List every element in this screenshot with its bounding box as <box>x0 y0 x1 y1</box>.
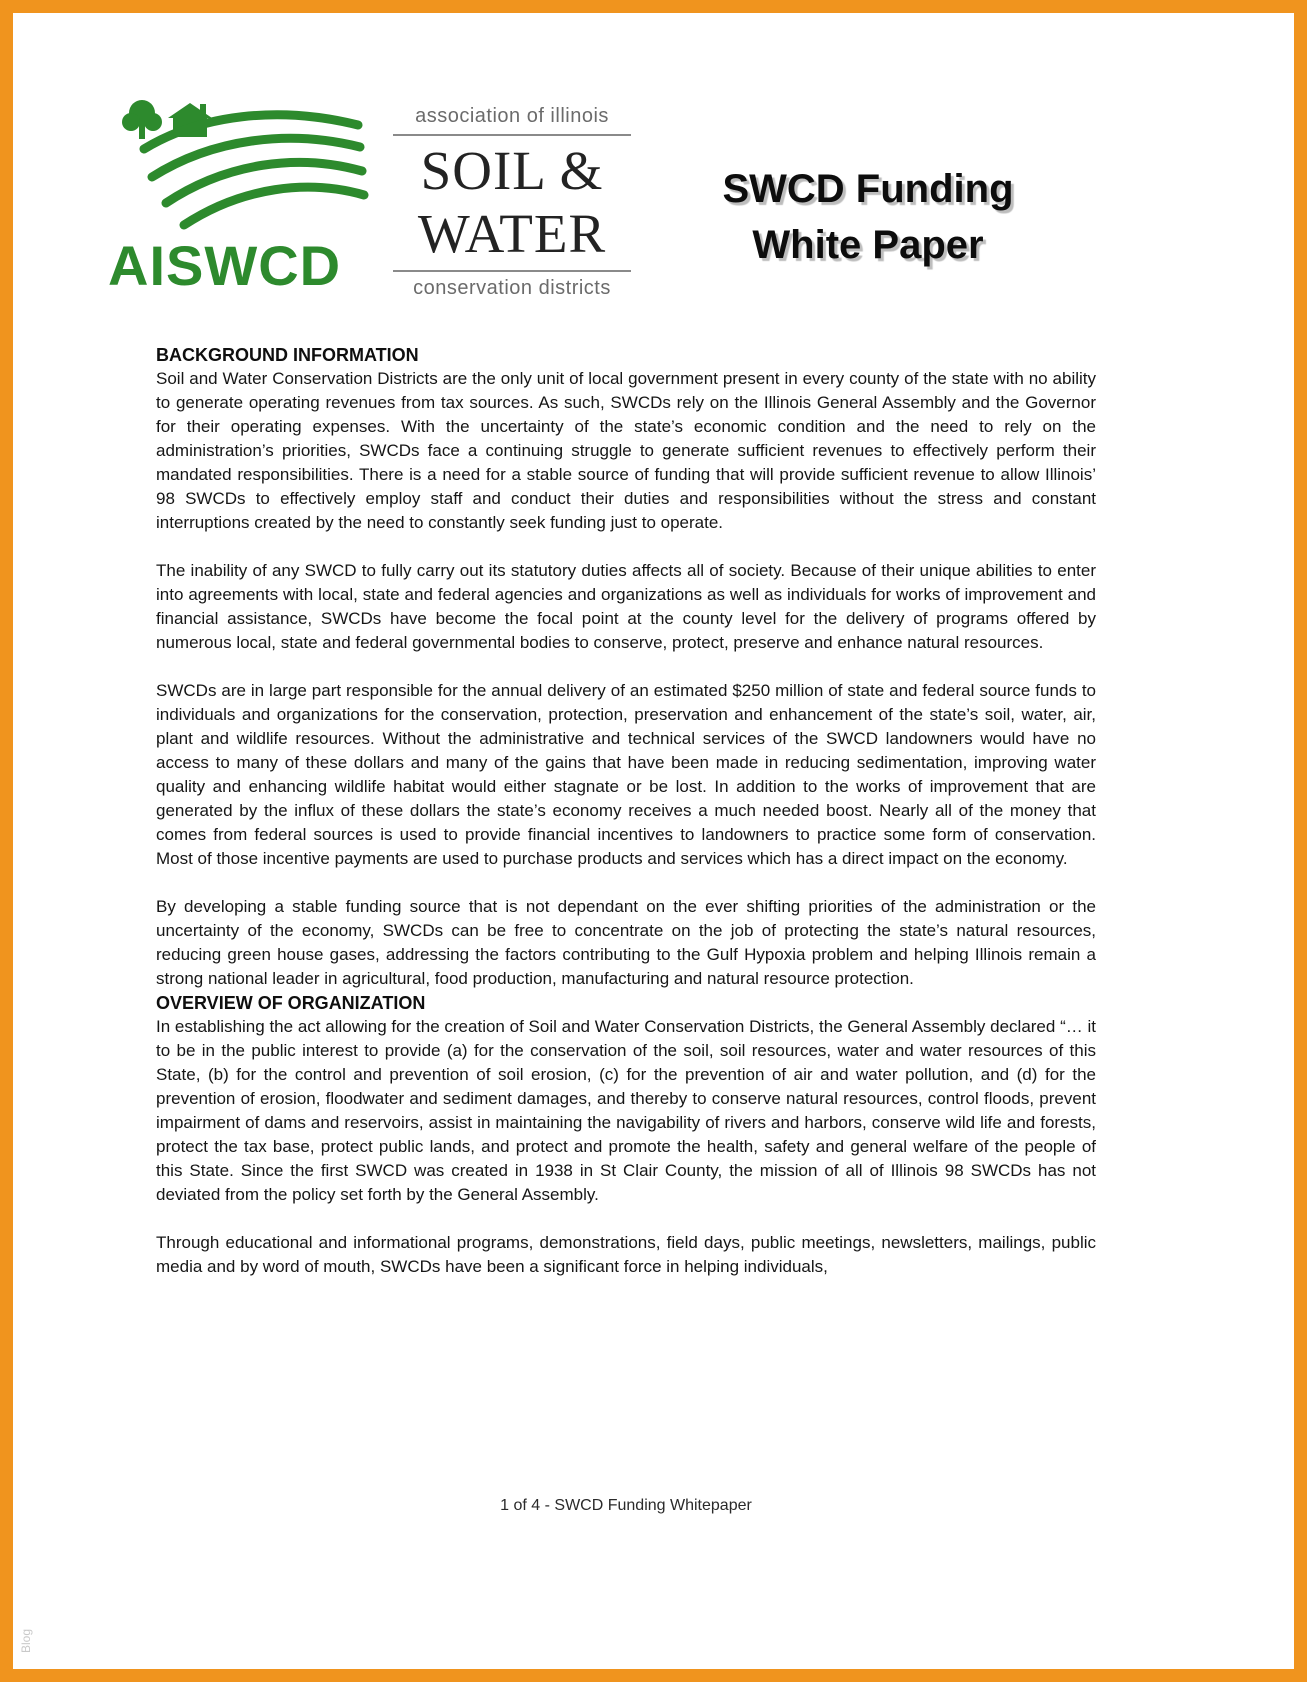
paragraph: SWCDs are in large part responsible for the annual delivery of an estimated $250 million of state and federal source funds to individuals and organizations for the conservation, protection, preservation and enhancement of the state’s soil, water, air, plant and wildlife resources. Without the administrative and technical services of the SWCD landowners would have no access to many of these dollars and many of the gains that have been made in reducing sedimentation, improving water quality and enhancing wildlife habitat would either stagnate or be lost. In addition to the works of improvement that are generated by the influx of these dollars the state’s economy receives a much needed boost. Nearly all of the money that comes from federal sources is used to provide financial incentives to landowners to practice some form of conservation. Most of those incentive payments are used to purchase products and services which has a direct impact on the economy. <box>156 681 1096 868</box>
section-overview-of-organization <box>156 991 1096 1279</box>
paragraph: By developing a stable funding source that is not dependant on the ever shifting priorities of the administration or the uncertainty of the economy, SWCDs can be free to concentrate on the job of protecting the state’s natural resources, reducing green house gases, addressing the factors contributing to the Gulf Hypoxia problem and helping Illinois remain a strong national leader in agricultural, food production, manufacturing and natural resource protection. <box>156 897 1096 988</box>
paragraph: Through educational and informational programs, demonstrations, field days, public meetings, newsletters, mailings, public media and by word of mouth, SWCDs have been a significant force in helping individuals, <box>156 1233 1096 1276</box>
org-name-water: WATER <box>417 203 607 265</box>
org-association-line: association of illinois <box>393 105 631 136</box>
document-title-line1: SWCD Funding <box>722 167 1014 211</box>
document-title-line2: White Paper <box>752 223 984 267</box>
organization-wordmark <box>393 105 631 300</box>
paragraph: In establishing the act allowing for the creation of Soil and Water Conservation Districts, the General Assembly declared “… it to be in the public interest to provide (a) for the conservation of the soil, soil resources, water and water resources of this State, (b) for the control and prevention of soil erosion, (c) for the prevention of air and water pollution, and (d) for the prevention of erosion, floodwater and sediment damages, and thereby to conserve natural resources, control floods, prevent impairment of dams and reservoirs, assist in maintaining the navigability of rivers and harbors, conserve wild life and forests, protect the tax base, protect public lands, and protect and promote the health, safety and general welfare of the people of this State. Since the first SWCD was created in 1938 in St Clair County, the mission of all of Illinois 98 SWCDs has not deviated from the policy set forth by the General Assembly. <box>156 1017 1096 1204</box>
document-header <box>108 91 1218 306</box>
aiswcd-logo-icon <box>108 91 370 298</box>
document-body <box>156 343 1096 1279</box>
paragraph: The inability of any SWCD to fully carry out its statutory duties affects all of society. Because of their unique abilities to enter into agreements with local, state and federal agencies and organizations as well as individuals for works of improvement and financial assistance, SWCDs have become the focal point at the county level for the delivery of programs offered by numerous local, state and federal governmental bodies to conserve, protect, preserve and enhance natural resources. <box>156 561 1096 652</box>
section-heading: OVERVIEW OF ORGANIZATION <box>156 993 426 1013</box>
section-heading: BACKGROUND INFORMATION <box>156 345 419 365</box>
blog-watermark: Blog <box>19 1628 33 1653</box>
water-swoosh-icon <box>144 115 364 225</box>
org-districts-line: conservation districts <box>393 270 631 300</box>
logo-acronym: AISWCD <box>108 234 342 297</box>
org-name-soil: SOIL & <box>420 140 604 201</box>
document-title <box>668 161 1068 273</box>
paragraph: Soil and Water Conservation Districts are the only unit of local government present in every county of the state with no ability to generate operating revenues from tax sources. As such, SWCDs rely on the Illinois General Assembly and the Governor for their operating expenses. With the uncertainty of the state’s economic condition and the need to rely on the administration’s priorities, SWCDs face a continuing struggle to generate sufficient revenues to effectively perform their mandated responsibilities. There is a need for a stable source of funding that will provide sufficient revenue to allow Illinois’ 98 SWCDs to effectively employ staff and conduct their duties and responsibilities without the stress and constant interruptions created by the need to constantly seek funding just to operate. <box>156 369 1096 532</box>
section-background-information <box>156 343 1096 991</box>
tree-icon <box>122 100 162 139</box>
page-footer: 1 of 4 - SWCD Funding Whitepaper <box>500 1497 752 1514</box>
aiswcd-logo <box>108 91 370 298</box>
